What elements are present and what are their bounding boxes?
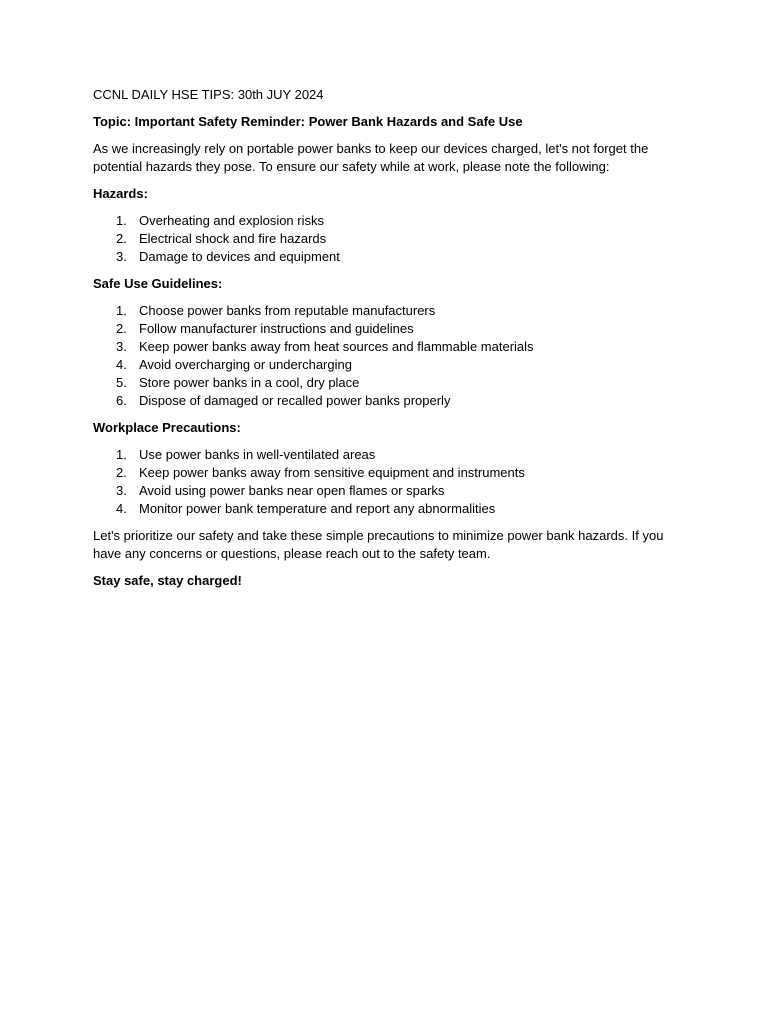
list-item <box>93 356 683 374</box>
list-item-number: 5. <box>116 375 127 390</box>
list-item-text: Choose power banks from reputable manufacturers <box>139 303 436 318</box>
list-item-number: 3. <box>116 249 127 264</box>
list-item-text: Avoid using power banks near open flames or sparks <box>139 483 445 498</box>
list-item-number: 3. <box>116 339 127 354</box>
list-item-number: 2. <box>116 321 127 336</box>
list-item-text: Overheating and explosion risks <box>139 213 324 228</box>
list-item-text: Keep power banks away from sensitive equipment and instruments <box>139 465 525 480</box>
precautions-list <box>93 446 683 518</box>
list-item-number: 4. <box>116 357 127 372</box>
list-item-number: 6. <box>116 393 127 408</box>
list-item-number: 1. <box>116 213 127 228</box>
list-item <box>93 482 683 500</box>
list-item-number: 1. <box>116 447 127 462</box>
hazards-heading: Hazards: <box>93 186 148 201</box>
signoff-text: Stay safe, stay charged! <box>93 573 242 588</box>
list-item <box>93 320 683 338</box>
guidelines-heading: Safe Use Guidelines: <box>93 276 223 291</box>
intro-paragraph: As we increasingly rely on portable power banks to keep our devices charged, let's not forget the potential hazards they pose. To ensure our safety while at work, please note the following: <box>93 141 649 174</box>
document-header: CCNL DAILY HSE TIPS: 30th JUY 2024 <box>93 87 324 102</box>
hazards-list <box>93 212 683 266</box>
list-item-text: Electrical shock and fire hazards <box>139 231 327 246</box>
list-item-text: Follow manufacturer instructions and guidelines <box>139 321 414 336</box>
closing-paragraph: Let's prioritize our safety and take these simple precautions to minimize power bank hazards. If you have any concerns or questions, please reach out to the safety team. <box>93 528 664 561</box>
precautions-heading: Workplace Precautions: <box>93 420 241 435</box>
list-item-text: Avoid overcharging or undercharging <box>139 357 352 372</box>
list-item-text: Use power banks in well-ventilated areas <box>139 447 376 462</box>
list-item <box>93 212 683 230</box>
list-item <box>93 374 683 392</box>
list-item-text: Keep power banks away from heat sources and flammable materials <box>139 339 534 354</box>
document-page <box>93 86 683 599</box>
list-item-text: Damage to devices and equipment <box>139 249 340 264</box>
list-item <box>93 392 683 410</box>
list-item-number: 1. <box>116 303 127 318</box>
list-item-number: 4. <box>116 501 127 516</box>
list-item <box>93 500 683 518</box>
list-item <box>93 302 683 320</box>
list-item <box>93 230 683 248</box>
list-item <box>93 446 683 464</box>
list-item <box>93 338 683 356</box>
list-item <box>93 464 683 482</box>
guidelines-list <box>93 302 683 410</box>
document-topic: Topic: Important Safety Reminder: Power Bank Hazards and Safe Use <box>93 114 523 129</box>
list-item-number: 2. <box>116 465 127 480</box>
list-item-number: 3. <box>116 483 127 498</box>
list-item-text: Store power banks in a cool, dry place <box>139 375 360 390</box>
list-item-number: 2. <box>116 231 127 246</box>
list-item-text: Dispose of damaged or recalled power banks properly <box>139 393 451 408</box>
list-item <box>93 248 683 266</box>
list-item-text: Monitor power bank temperature and report any abnormalities <box>139 501 496 516</box>
